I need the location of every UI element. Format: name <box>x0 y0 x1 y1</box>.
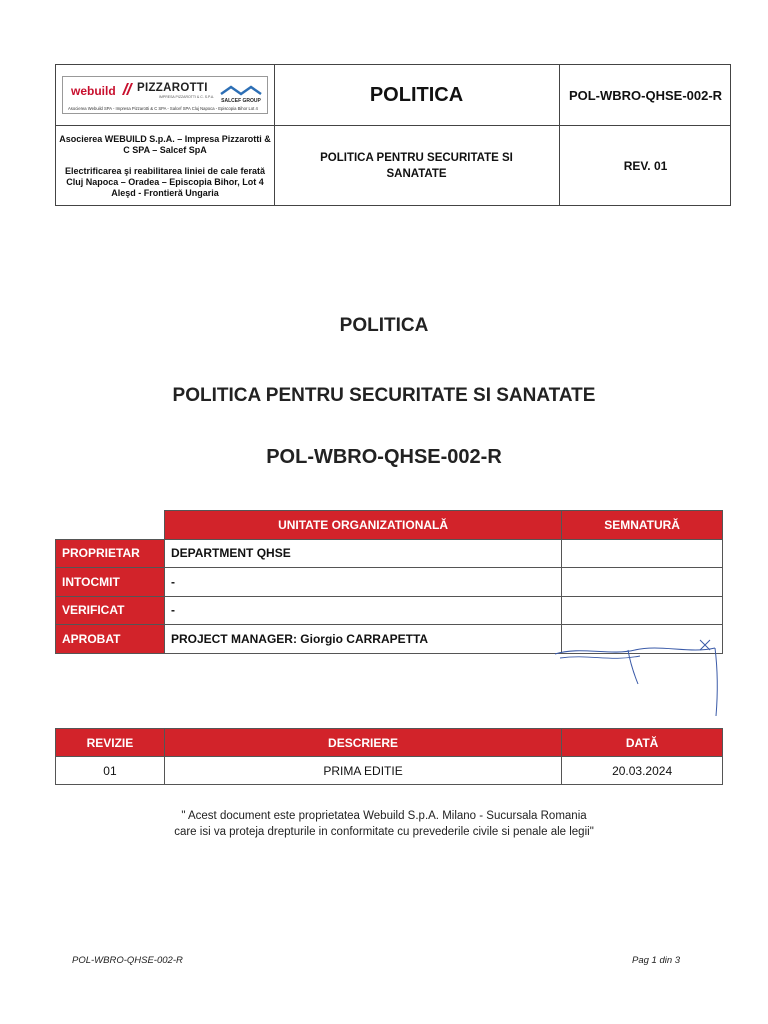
revision-description: PRIMA EDITIE <box>164 757 561 785</box>
row-value-prepared: - <box>164 568 561 597</box>
document-header <box>55 64 731 206</box>
handwritten-signature <box>550 632 730 722</box>
signature-cell <box>562 596 723 625</box>
signature-cell <box>562 539 723 568</box>
row-value-owner: DEPARTMENT QHSE <box>164 539 561 568</box>
header-revision: REV. 01 <box>623 159 668 173</box>
revision-table <box>55 728 723 785</box>
table-row <box>56 596 723 625</box>
row-value-approved: PROJECT MANAGER: Giorgio CARRAPETTA <box>164 625 561 654</box>
row-label-prepared: INTOCMIT <box>56 568 165 597</box>
salcef-logo-icon <box>219 85 263 103</box>
company-logo <box>56 65 274 125</box>
column-header-date: DATĂ <box>562 729 723 757</box>
pizzarotti-logo-text: PIZZAROTTI <box>137 82 208 94</box>
revision-date: 20.03.2024 <box>562 757 723 785</box>
column-header-description: DESCRIERE <box>164 729 561 757</box>
revision-number: 01 <box>56 757 165 785</box>
header-title: POLITICA <box>369 83 464 106</box>
row-value-verified: - <box>164 596 561 625</box>
table-row <box>56 539 723 568</box>
project-name: Electrificarea şi reabilitarea liniei de cale ferată Cluj Napoca – Oradea – Episcopia Bihor, Lot 4 Aleşd - Frontieră Ungaria <box>64 165 266 198</box>
empty-corner <box>56 511 165 540</box>
salcef-logo-text: SALCEF GROUP <box>221 98 261 103</box>
page-title: POLITICA <box>339 315 429 336</box>
header-subtitle: POLITICA PENTRU SECURITATE SI SANATATE <box>320 152 513 180</box>
header-organization <box>56 125 274 207</box>
row-label-owner: PROPRIETAR <box>56 539 165 568</box>
header-document-code: POL-WBRO-QHSE-002-R <box>568 87 723 103</box>
logo-caption: Asocierea Webuild SPA - Impresa Pizzarotti & C SPA - Salcef SPA Cluj Napoca - Episcopia Bihor Lot 4 <box>68 106 258 111</box>
page-document-code: POL-WBRO-QHSE-002-R <box>266 446 502 468</box>
webuild-logo-text: webuild <box>71 84 116 98</box>
page-subtitle: POLITICA PENTRU SECURITATE SI SANATATE <box>172 385 596 406</box>
table-row <box>56 568 723 597</box>
table-row <box>56 757 723 785</box>
signature-cell <box>562 568 723 597</box>
ownership-notice <box>0 808 768 840</box>
pizzarotti-logo-subtext: IMPRESA PIZZAROTTI & C. S.P.A. <box>159 95 215 99</box>
association-name: Asocierea WEBUILD S.p.A. – Impresa Pizzarotti & C SPA – Salcef SpA <box>59 133 271 155</box>
row-label-approved: APROBAT <box>56 625 165 654</box>
row-label-verified: VERIFICAT <box>56 596 165 625</box>
ownership-notice-line-2: care isi va proteja drepturile in conformitate cu prevederile civile si penale ale legii" <box>174 826 594 838</box>
ownership-notice-line-1: " Acest document este proprietatea Webuild S.p.A. Milano - Sucursala Romania <box>181 810 587 822</box>
column-header-revision: REVIZIE <box>56 729 165 757</box>
footer-page-number: Pag 1 din 3 <box>632 955 681 966</box>
column-header-org-unit: UNITATE ORGANIZATIONALĂ <box>164 511 561 540</box>
column-header-signature: SEMNATURĂ <box>562 511 723 540</box>
webuild-logo-icon <box>120 81 134 97</box>
footer-document-code: POL-WBRO-QHSE-002-R <box>72 955 183 966</box>
